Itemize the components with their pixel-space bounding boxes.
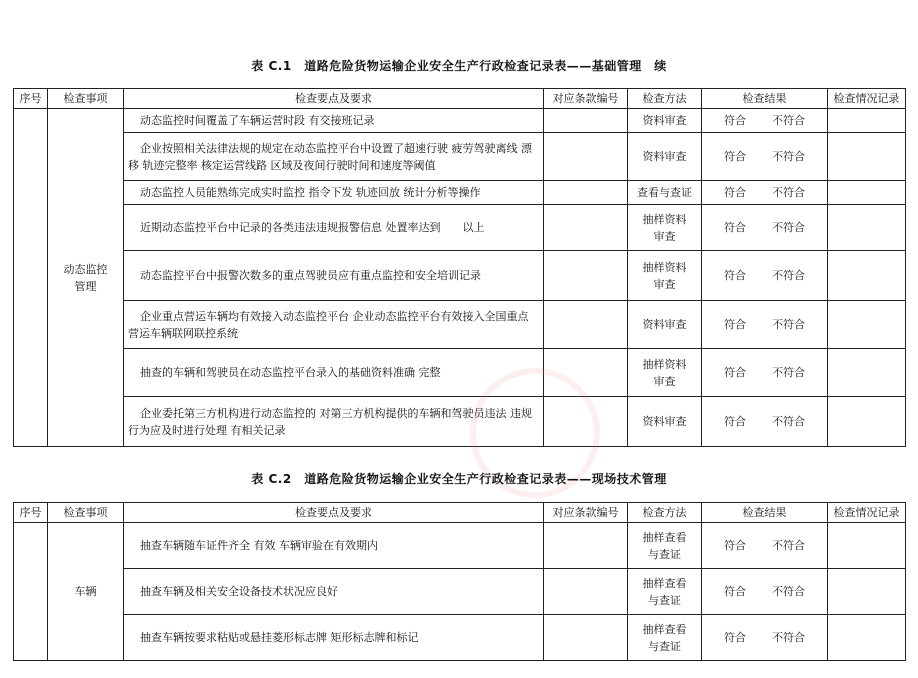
record-cell[interactable] (828, 349, 906, 397)
result-pass-option[interactable]: 符合 (724, 150, 746, 163)
clause-cell (544, 523, 628, 569)
result-fail-option[interactable]: 不符合 (772, 150, 805, 163)
table-row (14, 181, 906, 205)
table-row (14, 397, 906, 447)
header-result: 检查结果 (702, 89, 828, 109)
table-row (14, 133, 906, 181)
inspection-item-cell: 动态监控 管理 (48, 109, 124, 447)
clause-cell (544, 109, 628, 133)
result-pass-option[interactable]: 符合 (724, 269, 746, 282)
clause-cell (544, 133, 628, 181)
result-cell (702, 397, 828, 447)
result-cell (702, 523, 828, 569)
clause-cell (544, 615, 628, 661)
result-cell (702, 181, 828, 205)
result-fail-option[interactable]: 不符合 (772, 186, 805, 199)
requirement-cell: 抽查的车辆和驾驶员在动态监控平台录入的基础资料准确 完整 (124, 349, 544, 397)
result-fail-option[interactable]: 不符合 (772, 415, 805, 428)
requirement-cell: 动态监控时间覆盖了车辆运营时段 有交接班记录 (124, 109, 544, 133)
requirement-cell: 企业委托第三方机构进行动态监控的 对第三方机构提供的车辆和驾驶员违法 违规行为应及时进行处理 有相关记录 (124, 397, 544, 447)
header-clause: 对应条款编号 (544, 89, 628, 109)
table-2-header-row (14, 503, 906, 523)
header-seq: 序号 (14, 89, 48, 109)
clause-cell (544, 301, 628, 349)
result-pass-option[interactable]: 符合 (724, 585, 746, 598)
result-pass-option[interactable]: 符合 (724, 114, 746, 127)
table-row (14, 301, 906, 349)
method-cell: 查看与查证 (628, 181, 702, 205)
record-cell[interactable] (828, 523, 906, 569)
result-fail-option[interactable]: 不符合 (772, 585, 805, 598)
result-pass-option[interactable]: 符合 (724, 631, 746, 644)
record-cell[interactable] (828, 301, 906, 349)
result-cell (702, 569, 828, 615)
record-cell[interactable] (828, 109, 906, 133)
result-pass-option[interactable]: 符合 (724, 366, 746, 379)
header-requirements: 检查要点及要求 (124, 503, 544, 523)
header-item: 检查事项 (48, 503, 124, 523)
result-pass-option[interactable]: 符合 (724, 318, 746, 331)
requirement-cell: 企业按照相关法律法规的规定在动态监控平台中设置了超速行驶 疲劳驾驶离线 漂移 轨迹完整率 核定运营线路 区域及夜间行驶时间和速度等阈值 (124, 133, 544, 181)
result-pass-option[interactable]: 符合 (724, 539, 746, 552)
method-cell: 抽样资料 审查 (628, 349, 702, 397)
result-fail-option[interactable]: 不符合 (772, 269, 805, 282)
result-cell (702, 349, 828, 397)
header-record: 检查情况记录 (828, 503, 906, 523)
table-2-caption: 表 C.2 道路危险货物运输企业安全生产行政检查记录表——现场技术管理 (251, 472, 667, 486)
method-cell: 资料审查 (628, 133, 702, 181)
result-pass-option[interactable]: 符合 (724, 221, 746, 234)
requirement-cell: 抽查车辆按要求粘贴或悬挂菱形标志牌 矩形标志牌和标记 (124, 615, 544, 661)
table-row (14, 349, 906, 397)
record-cell[interactable] (828, 133, 906, 181)
header-clause: 对应条款编号 (544, 503, 628, 523)
seq-cell (14, 109, 48, 447)
requirement-cell: 抽查车辆随车证件齐全 有效 车辆审验在有效期内 (124, 523, 544, 569)
result-cell (702, 251, 828, 301)
clause-cell (544, 181, 628, 205)
result-pass-option[interactable]: 符合 (724, 415, 746, 428)
method-cell: 抽样资料 审查 (628, 251, 702, 301)
record-cell[interactable] (828, 397, 906, 447)
header-method: 检查方法 (628, 503, 702, 523)
method-cell: 抽样查看 与查证 (628, 523, 702, 569)
table-row (14, 569, 906, 615)
result-fail-option[interactable]: 不符合 (772, 366, 805, 379)
requirement-cell: 动态监控平台中报警次数多的重点驾驶员应有重点监控和安全培训记录 (124, 251, 544, 301)
table-row (14, 523, 906, 569)
header-method: 检查方法 (628, 89, 702, 109)
result-cell (702, 133, 828, 181)
record-cell[interactable] (828, 569, 906, 615)
record-cell[interactable] (828, 615, 906, 661)
header-result: 检查结果 (702, 503, 828, 523)
result-cell (702, 109, 828, 133)
clause-cell (544, 397, 628, 447)
requirement-cell: 企业重点营运车辆均有效接入动态监控平台 企业动态监控平台有效接入全国重点营运车辆联网联控系统 (124, 301, 544, 349)
method-cell: 抽样查看 与查证 (628, 615, 702, 661)
header-requirements: 检查要点及要求 (124, 89, 544, 109)
method-cell: 资料审查 (628, 109, 702, 133)
header-seq: 序号 (14, 503, 48, 523)
method-cell: 资料审查 (628, 397, 702, 447)
record-cell[interactable] (828, 251, 906, 301)
clause-cell (544, 205, 628, 251)
clause-cell (544, 349, 628, 397)
result-fail-option[interactable]: 不符合 (772, 631, 805, 644)
result-cell (702, 301, 828, 349)
table-row (14, 251, 906, 301)
inspection-table-2 (13, 502, 906, 661)
result-cell (702, 615, 828, 661)
method-cell: 抽样查看 与查证 (628, 569, 702, 615)
seq-cell (14, 523, 48, 661)
result-fail-option[interactable]: 不符合 (772, 114, 805, 127)
requirement-cell: 动态监控人员能熟练完成实时监控 指令下发 轨迹回放 统计分析等操作 (124, 181, 544, 205)
record-cell[interactable] (828, 205, 906, 251)
clause-cell (544, 569, 628, 615)
inspection-item-cell: 车辆 (48, 523, 124, 661)
result-fail-option[interactable]: 不符合 (772, 221, 805, 234)
method-cell: 资料审查 (628, 301, 702, 349)
result-fail-option[interactable]: 不符合 (772, 318, 805, 331)
clause-cell (544, 251, 628, 301)
table-1-header-row (14, 89, 906, 109)
requirement-cell: 抽查车辆及相关安全设备技术状况应良好 (124, 569, 544, 615)
table-row (14, 615, 906, 661)
result-pass-option[interactable]: 符合 (724, 186, 746, 199)
table-row (14, 205, 906, 251)
record-cell[interactable] (828, 181, 906, 205)
table-row (14, 109, 906, 133)
table-1-caption: 表 C.1 道路危险货物运输企业安全生产行政检查记录表——基础管理 续 (251, 59, 667, 73)
method-cell: 抽样资料 审查 (628, 205, 702, 251)
result-cell (702, 205, 828, 251)
header-item: 检查事项 (48, 89, 124, 109)
requirement-cell: 近期动态监控平台中记录的各类违法违规报警信息 处置率达到 以上 (124, 205, 544, 251)
result-fail-option[interactable]: 不符合 (772, 539, 805, 552)
inspection-table-1 (13, 88, 906, 447)
header-record: 检查情况记录 (828, 89, 906, 109)
